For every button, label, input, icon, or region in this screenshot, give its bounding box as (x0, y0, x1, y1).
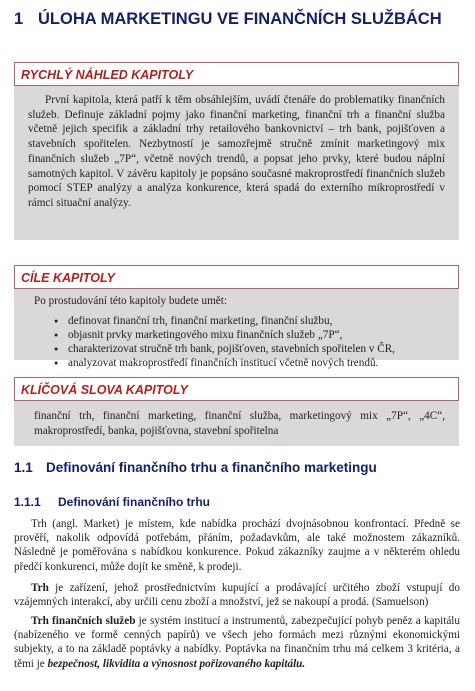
section-title-text: Definování finančního trhu a finančního marketingu (46, 460, 377, 475)
section-1-1-title (14, 460, 377, 475)
section-1-1-1-title (14, 495, 210, 509)
term-bold: Trh finančních služeb (31, 615, 136, 627)
subsection-number: 1.1.1 (14, 495, 41, 509)
paragraph-text: je zařízení, jehož prostřednictvím kupující a prodávající určitého zboží vstupují do vzájemných interakcí, aby určili cenu zboží a množství, jež se nakoupí a prodá. (Samuelson) (14, 582, 460, 609)
term-bold: Trh (31, 582, 49, 594)
section-number: 1.1 (14, 460, 33, 475)
emphasis-text: bezpečnost, likvidita a výnosnost pořizovaného kapitálu. (47, 657, 306, 670)
goals-list (34, 314, 445, 370)
goals-heading: CÍLE KAPITOLY (14, 265, 459, 289)
goals-intro: Po prostudování této kapitoly budete umět: (34, 295, 227, 307)
paragraph-market-definition (14, 581, 460, 609)
goal-item: ● objasnit prvky marketingového mixu finančních služeb „7P“, (54, 328, 445, 342)
keywords-heading: KLÍČOVÁ SLOVA KAPITOLY (14, 377, 459, 401)
goal-item: ● definovat finanční trh, finanční marketing, finanční službu, (54, 314, 445, 328)
keywords-text: finanční trh, finanční marketing, finanční služba, marketingový mix „7P“, „4C“, makroprostředí, banka, pojišťovna, stavební spořitelna (34, 410, 445, 437)
goal-item: ● analyzovat makroprostředí finančních institucí včetně nových trendů. (54, 356, 445, 370)
paragraph-financial-market (14, 614, 460, 671)
preview-heading: RYCHLÝ NÁHLED KAPITOLY (14, 62, 459, 86)
keywords-box (14, 401, 459, 446)
preview-text: První kapitola, která patří k těm obsáhlejším, uvádí čtenáře do problematiky finančních služeb. Definuje základní pojmy jako finanční marketing, finanční trh a finanční služba včetně jejich specifik a základní trhy retailového bankovnictví – trh bank, pojišťoven a stavebních spořitelen. Nezbytností je samozřejmě stručně zmínit marketingový mix finančních služeb „7P“, včetně nových trendů, a popsat jeho prvky, které budou náplní samotných kapitol. V závěru kapitoly je popsáno současné makroprostředí finančních služeb pomocí STEP analýzy a analýza konkurence, která spadá do externího mikroprostředí v rámci situační analýzy. (28, 94, 445, 209)
chapter-title (14, 10, 464, 29)
chapter-number: 1 (14, 10, 24, 28)
preview-box (14, 86, 459, 240)
paragraph-text: je systém institucí a instrumentů, zabezpečující pohyb peněz a kapitálu (nabízeného ve formě cenných papírů) ve všech jeho formách mezi různými ekonomickými subjekty, a to na základě poptávky a nabídky. Poptávka na finančním trhu má celkem 3 kritéria, a těmi je (14, 615, 460, 670)
goals-box (14, 289, 459, 369)
paragraph-text: Trh (angl. Market) je místem, kde nabídka prochází dvojnásobnou konfrontací. Předně se prověří, nakolik odpovídá potřebám, přáním, požadavkům, ale také možnostem zákazníků. Následně je poměřována s nabídkou konkurence. Pokud zákazníky zaujme a v některém ohledu předčí konkurenci, může dojít ke směně, k prodeji. (14, 518, 460, 573)
subsection-title-text: Definování finančního trhu (58, 495, 210, 509)
goal-item: ● charakterizovat stručně trh bank, pojišťoven, stavebních spořitelen v ČR, (54, 342, 445, 356)
paragraph-market (14, 517, 460, 574)
chapter-title-text: ÚLOHA MARKETINGU VE FINANČNÍCH SLUŽBÁCH (38, 10, 442, 28)
